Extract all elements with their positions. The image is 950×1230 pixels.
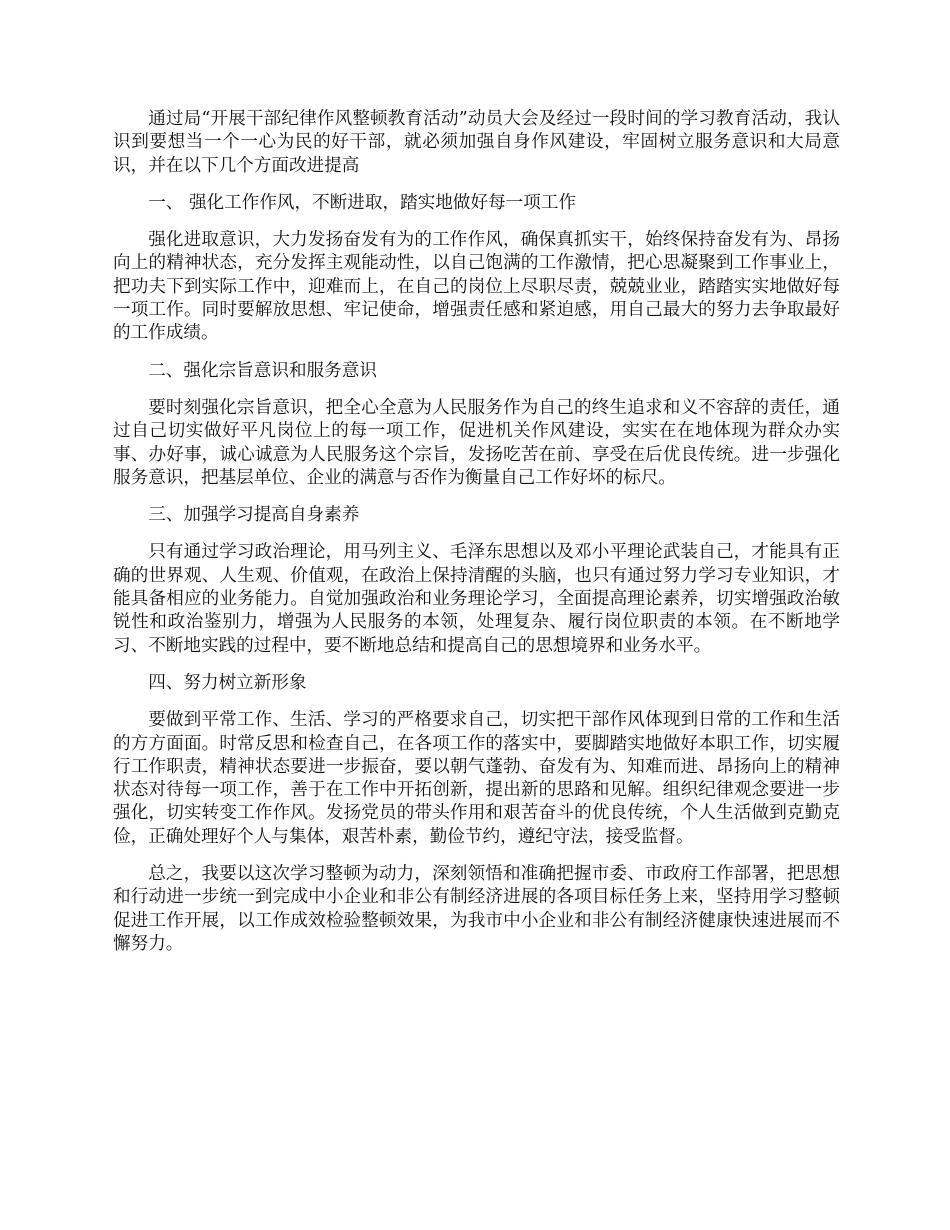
- document-body: [113, 108, 840, 970]
- section-heading-1: 一、 强化工作作风，不断进取，踏实地做好每一项工作: [148, 192, 577, 213]
- section-heading-2: 二、强化宗旨意识和服务意识: [148, 360, 377, 381]
- section-heading-4: 四、努力树立新形象: [148, 672, 307, 693]
- intro-paragraph: 通过局“开展干部纪律作风整顿教育活动”动员大会及经过一段时间的学习教育活动，我认识到要想当一个一心为民的好干部，就必须加强自身作风建设，牢固树立服务意识和大局意识，并在以下几个方面改进提高: [113, 109, 840, 176]
- section-heading-3: 三、加强学习提高自身素养: [148, 505, 360, 526]
- section-body-2: 要时刻强化宗旨意识，把全心全意为人民服务作为自己的终生追求和义不容辞的责任，通过自己切实做好平凡岗位上的每一项工作，促进机关作风建设，实实在在地体现为群众办实事、办好事，诚心诚意为人民服务这个宗旨，发扬吃苦在前、享受在后优良传统。进一步强化服务意识，把基层单位、企业的满意与否作为衡量自己工作好坏的标尺。: [113, 397, 840, 488]
- section-body-4: 要做到平常工作、生活、学习的严格要求自己，切实把干部作风体现到日常的工作和生活的方方面面。时常反思和检查自己，在各项工作的落实中，要脚踏实地做好本职工作，切实履行工作职责，精神状态要进一步振奋，要以朝气蓬勃、奋发有为、知难而进、昂扬向上的精神状态对待每一项工作，善于在工作中开拓创新，提出新的思路和见解。组织纪律观念要进一步强化，切实转变工作作风。发扬党员的带头作用和艰苦奋斗的优良传统，个人生活做到克勤克俭，正确处理好个人与集体，艰苦朴素，勤俭节约，遵纪守法，接受监督。: [113, 710, 840, 847]
- section-body-3: 只有通过学习政治理论，用马列主义、毛泽东思想以及邓小平理论武装自己，才能具有正确的世界观、人生观、价值观，在政治上保持清醒的头脑，也只有通过努力学习专业知识，才能具备相应的业务能力。自觉加强政治和业务理论学习，全面提高理论素养，切实增强政治敏锐性和政治鉴别力，增强为人民服务的本领，处理复杂、履行岗位职责的本领。在不断地学习、不断地实践的过程中，要不断地总结和提高自己的思想境界和业务水平。: [113, 542, 840, 656]
- conclusion-paragraph: 总之，我要以这次学习整顿为动力，深刻领悟和准确把握市委、市政府工作部署，把思想和行动进一步统一到完成中小企业和非公有制经济进展的各项目标任务上来，坚持用学习整顿促进工作开展，以工作成效检验整顿效果，为我市中小企业和非公有制经济健康快速进展而不懈努力。: [113, 864, 840, 954]
- section-body-1: 强化进取意识，大力发扬奋发有为的工作作风，确保真抓实干，始终保持奋发有为、昂扬向上的精神状态，充分发挥主观能动性，以自己饱满的工作激情，把心思凝聚到工作事业上，把功夫下到实际工作中，迎难而上，在自己的岗位上尽职尽责，兢兢业业，踏踏实实地做好每一项工作。同时要解放思想、牢记使命，增强责任感和紧迫感，用自己最大的努力去争取最好的工作成绩。: [113, 230, 840, 344]
